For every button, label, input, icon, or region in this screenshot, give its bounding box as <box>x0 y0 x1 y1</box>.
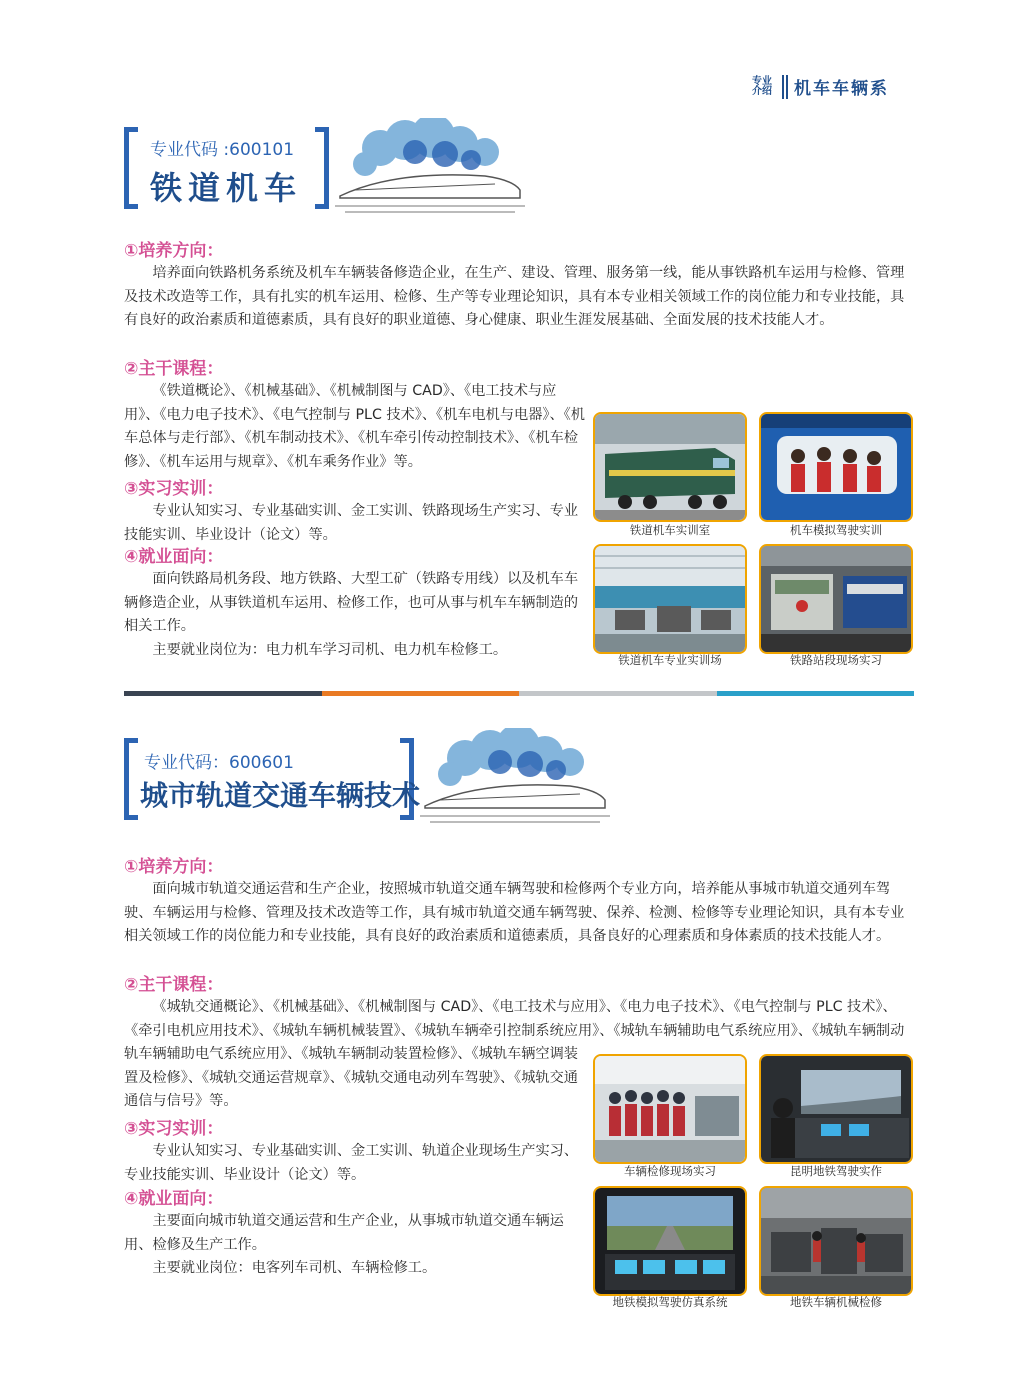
training-hall-photo <box>593 544 747 654</box>
intro-label-top: 专业 <box>752 75 772 87</box>
photo-caption: 铁道机车实训室 <box>629 523 711 537</box>
section-text: 主要面向城市轨道交通运营和生产企业，从事城市轨道交通车辆运用、检修及生产工作。 <box>124 1213 564 1253</box>
photo-caption: 机车模拟驾驶实训 <box>790 523 882 537</box>
driving-simulator-photo <box>759 412 913 522</box>
major2-code: 专业代码：600601 <box>144 753 294 773</box>
bracket-left <box>124 738 138 820</box>
major1-code: 专业代码 :600101 <box>150 140 295 160</box>
intro-label <box>752 77 778 97</box>
major1-section-practice <box>124 478 586 547</box>
section-heading: ①培养方向： <box>124 857 224 877</box>
section-heading: ④就业面向： <box>124 547 224 567</box>
section-text-jobs: 主要就业岗位为：电力机车学习司机、电力机车检修工。 <box>152 641 508 658</box>
section-text: 专业认知实习、专业基础实训、金工实训、轨道企业现场生产实习、专业技能实训、毕业设计（论文）等。 <box>124 1143 579 1183</box>
major2-courses-continued <box>124 1043 586 1115</box>
department-tag <box>752 74 889 99</box>
section-divider <box>124 691 914 696</box>
section-text: 《铁道概论》、《机械基础》、《机械制图与 CAD》、《电工技术与应用》、《电力电子技术》、《电气控制与 PLC 技术》、《机车电机与电器》、《机车总体与走行部》、《机车制动技术》、《机车牵引传动控制技术》、《机车检修》、《机车运用与规章》、《机车乘务作业》等。 <box>124 383 585 470</box>
photo-caption: 铁路站段现场实习 <box>790 653 882 667</box>
section-text: 培养面向铁路机务系统及机车车辆装备修造企业，在生产、建设、管理、服务第一线，能从事铁路机车运用与检修、管理及技术改造等工作，具有扎实的机车运用、检修、生产等专业理论知识，具有本专业相关领域工作的岗位能力和专业技能，具有良好的政治素质和道德素质，具有良好的职业道德、身心健康、职业生涯发展基础、全面发展的技术技能人才。 <box>124 265 905 328</box>
section-heading: ①培养方向： <box>124 241 224 261</box>
major2-section-courses <box>124 974 914 1043</box>
major1-title-block <box>124 127 329 209</box>
depot-photo <box>759 544 913 654</box>
section-heading: ③实习实训： <box>124 1119 224 1139</box>
photo-caption: 车辆检修现场实习 <box>624 1164 716 1178</box>
section-text: 专业认知实习、专业基础实训、金工实训、铁路现场生产实习、专业技能实训、毕业设计（论文）等。 <box>124 503 579 543</box>
major1-name: 铁道机车 <box>150 169 303 207</box>
divider-bars <box>782 75 788 99</box>
major1-section-training <box>124 240 914 333</box>
major2-title-block <box>124 738 421 820</box>
cab-photo <box>759 1054 913 1164</box>
section-text-jobs: 主要就业岗位：电客列车司机、车辆检修工。 <box>152 1260 437 1276</box>
train-tree-illustration <box>335 118 525 218</box>
department-name: 机车车辆系 <box>794 79 889 99</box>
photo-caption: 地铁模拟驾驶仿真系统 <box>612 1295 728 1309</box>
major1-section-courses <box>124 380 586 474</box>
major1-section-employment <box>124 546 586 662</box>
major2-section-employment <box>124 1188 586 1281</box>
major1-section-courses-heading <box>124 358 914 380</box>
bracket-right <box>315 127 329 209</box>
section-text: 《城轨交通概论》、《机械基础》、《机械制图与 CAD》、《电工技术与应用》、《电力电子技术》、《电气控制与 PLC 技术》、《牵引电机应用技术》、《城轨车辆机械装置》、《城轨车辆牵引控制系统应用》、《城轨车辆辅助电气系统应用》、《城轨车辆制动 <box>124 999 905 1039</box>
students-photo <box>593 1054 747 1164</box>
intro-label-bottom: 介绍 <box>752 85 772 97</box>
section-heading: ③实习实训： <box>124 479 224 499</box>
photo-caption: 地铁车辆机械检修 <box>790 1295 882 1309</box>
section-heading: ②主干课程： <box>124 975 224 995</box>
simulator-photo <box>593 1186 747 1296</box>
major2-name: 城市轨道交通车辆技术 <box>140 779 421 812</box>
section-heading: ④就业面向： <box>124 1189 224 1209</box>
section-text-continued: 轨车辆辅助电气系统应用》、《城轨车辆制动装置检修》、《城轨车辆空调装置及检修》、《城轨交通运营规章》、《城轨交通电动列车驾驶》、《城轨交通通信与信号》等。 <box>124 1046 578 1109</box>
bracket-left <box>124 127 138 209</box>
section-text: 面向城市轨道交通运营和生产企业，按照城市轨道交通车辆驾驶和检修两个专业方向，培养能从事城市轨道交通列车驾驶、车辆运用与检修、管理及技术改造等工作，具有城市轨道交通车辆驾驶、保养、检测、检修等专业理论知识，具有本专业相关领域工作的岗位能力和专业技能，具有良好的政治素质和道德素质，具备良好的心理素质和身体素质的技术技能人才。 <box>124 881 905 944</box>
photo-caption: 昆明地铁驾驶实作 <box>790 1164 882 1178</box>
section-text: 面向铁路局机务段、地方铁路、大型工矿（铁路专用线）以及机车车辆修造企业，从事铁道机车运用、检修工作，也可从事与机车车辆制造的相关工作。 <box>124 571 579 634</box>
photo-caption: 铁道机车专业实训场 <box>618 653 722 667</box>
locomotive-photo <box>593 412 747 522</box>
train-tree-illustration <box>420 728 610 828</box>
major2-section-practice <box>124 1118 586 1187</box>
workshop-photo <box>759 1186 913 1296</box>
major2-section-training <box>124 856 914 949</box>
section-heading: ②主干课程： <box>124 359 224 379</box>
